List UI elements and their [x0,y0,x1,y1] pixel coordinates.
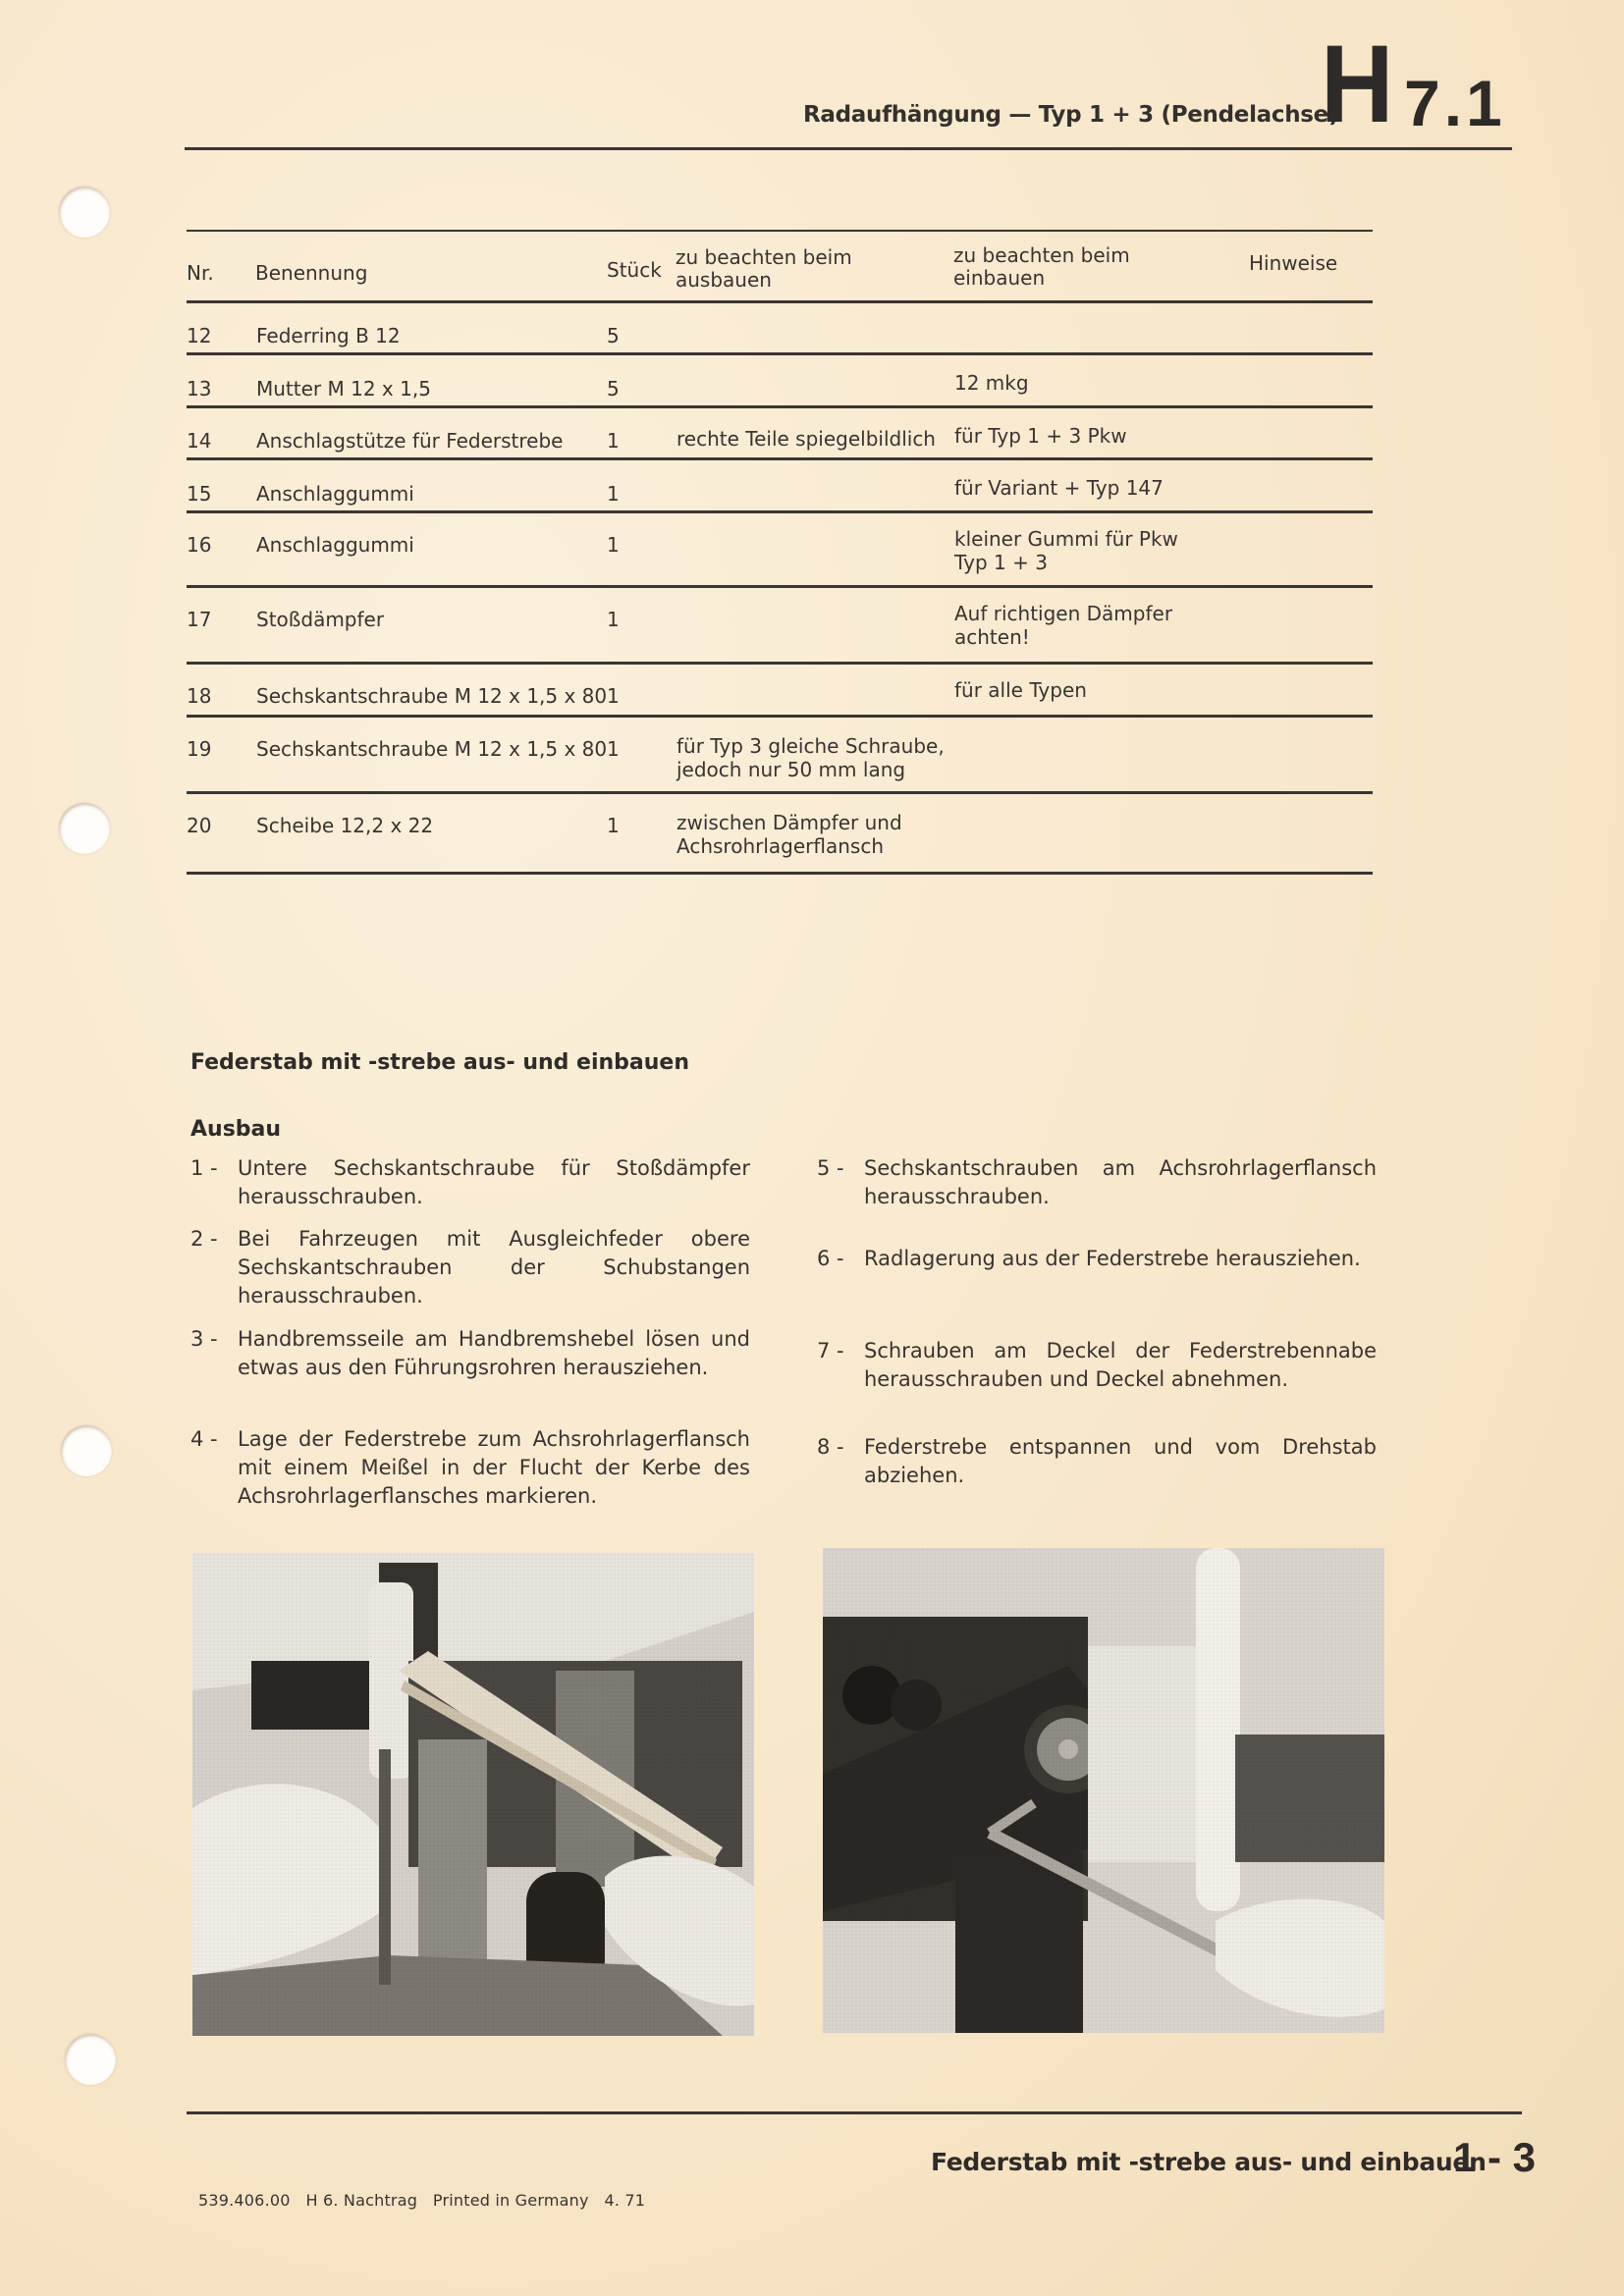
cell-einbauen: für alle Typen [954,678,1087,702]
cell-stueck: 1 [607,533,620,557]
col-header-stueck: Stück [607,258,662,282]
step-text: Handbremsseile am Handbremshebel lösen und etwas aus den Führungsrohren herausziehen. [238,1327,750,1379]
col-header-benennung: Benennung [255,261,368,285]
step-number: 3 - [190,1327,218,1351]
step-text: Radlagerung aus der Federstrebe herausziehen. [864,1247,1361,1270]
cell-benennung: Scheibe 12,2 x 22 [256,814,434,837]
header-rule [185,147,1512,150]
cell-nr: 15 [187,482,212,506]
photo-illustration [192,1553,754,2036]
cell-benennung: Sechskantschraube M 12 x 1,5 x 80 [256,737,608,761]
step-number: 5 - [817,1156,844,1180]
photo-marking-strut-with-chisel [192,1553,754,2036]
cell-benennung: Sechskantschraube M 12 x 1,5 x 80 [256,684,608,708]
cell-stueck: 1 [607,684,620,708]
cell-stueck: 1 [607,608,620,631]
step-number: 6 - [817,1247,844,1270]
table-row-rule [187,352,1373,355]
cell-benennung: Federring B 12 [256,324,401,347]
cell-ausbauen-line2: jedoch nur 50 mm lang [677,758,906,781]
procedure-step [190,1225,750,1310]
table-row-rule [187,662,1373,665]
procedure-step [817,1245,1377,1273]
page-number: 1 - 3 [1453,2134,1537,2180]
cell-stueck: 1 [607,429,620,453]
procedure-title: Federstab mit -strebe aus- und einbauen [190,1050,690,1075]
punch-hole [59,187,110,238]
cell-stueck: 1 [607,482,620,506]
cell-benennung: Anschlaggummi [256,482,414,506]
cell-stueck: 1 [607,814,620,837]
cell-benennung: Anschlagstütze für Federstrebe [256,429,564,453]
cell-einbauen-line2: Typ 1 + 3 [954,551,1048,574]
table-row-rule [187,510,1373,513]
table-top-rule [187,230,1373,232]
procedure-step [817,1154,1377,1211]
cell-einbauen: für Typ 1 + 3 Pkw [954,424,1127,448]
cell-nr: 12 [187,324,212,347]
table-header-rule [187,300,1373,303]
photo-illustration [823,1548,1384,2033]
step-text: Sechskantschrauben am Achsrohrlagerflansch herausschrauben. [864,1156,1377,1208]
cell-einbauen: 12 mkg [954,371,1029,395]
cell-ausbauen: für Typ 3 gleiche Schraube, [677,734,945,758]
cell-einbauen: für Variant + Typ 147 [954,476,1164,500]
col-header-einbauen-2: einbauen [953,266,1046,290]
step-text: Lage der Federstrebe zum Achsrohrlagerflansch mit einem Meißel in der Flucht der Kerbe des Achsrohrlagerflansches markieren. [238,1427,750,1508]
procedure-subtitle: Ausbau [190,1117,282,1142]
col-header-ausbauen-1: zu beachten beim [676,245,852,269]
cell-einbauen: Auf richtigen Dämpfer [954,602,1173,625]
cell-einbauen-line2: achten! [954,625,1030,649]
table-row-rule [187,715,1373,718]
cell-benennung: Anschlaggummi [256,533,414,557]
col-header-ausbauen-2: ausbauen [676,268,772,292]
section-code-letter: H [1321,23,1394,145]
cell-nr: 19 [187,737,212,761]
step-number: 8 - [817,1435,844,1459]
procedure-step [190,1154,750,1211]
cell-ausbauen-line2: Achsrohrlagerflansch [677,834,884,858]
cell-einbauen: kleiner Gummi für Pkw [954,527,1178,551]
step-number: 7 - [817,1339,844,1362]
col-header-hinweise: Hinweise [1249,251,1338,275]
step-text: Schrauben am Deckel der Federstrebennabe herausschrauben und Deckel abnehmen. [864,1339,1377,1391]
photo-removing-hub-cover-bolts [823,1548,1384,2033]
punch-hole [61,1425,112,1476]
procedure-step [190,1325,750,1382]
step-text: Bei Fahrzeugen mit Ausgleichfeder obere Sechskantschrauben der Schubstangen herausschrauben. [238,1227,750,1308]
step-number: 4 - [190,1427,218,1451]
col-header-nr: Nr. [187,261,214,285]
cell-nr: 16 [187,533,212,557]
cell-ausbauen: rechte Teile spiegelbildlich [677,427,936,451]
punch-hole [65,2034,116,2085]
footer-meta: 539.406.00 H 6. Nachtrag Printed in Germany 4. 71 [198,2191,646,2210]
step-text: Federstrebe entspannen und vom Drehstab abziehen. [864,1435,1377,1487]
cell-nr: 17 [187,608,212,631]
table-row-rule [187,405,1373,408]
procedure-step [817,1433,1377,1490]
cell-stueck: 5 [607,324,620,347]
procedure-step [817,1337,1377,1394]
cell-benennung: Mutter M 12 x 1,5 [256,377,431,400]
footer-title: Federstab mit -strebe aus- und einbauen [931,2148,1487,2176]
table-row-rule [187,585,1373,588]
cell-stueck: 5 [607,377,620,400]
cell-stueck: 1 [607,737,620,761]
table-row-rule [187,791,1373,794]
punch-hole [59,803,110,854]
cell-nr: 13 [187,377,212,400]
cell-nr: 18 [187,684,212,708]
procedure-step [190,1425,750,1511]
cell-nr: 14 [187,429,212,453]
step-number: 2 - [190,1227,218,1251]
footer-rule [187,2111,1522,2114]
cell-nr: 20 [187,814,212,837]
cell-benennung: Stoßdämpfer [256,608,385,631]
section-code-number: 7.1 [1404,67,1506,139]
header-title: Radaufhängung — Typ 1 + 3 (Pendelachse) [803,102,1339,128]
col-header-einbauen-1: zu beachten beim [953,243,1130,267]
table-row-rule [187,872,1373,875]
step-text: Untere Sechskantschraube für Stoßdämpfer herausschrauben. [238,1156,750,1208]
step-number: 1 - [190,1156,218,1180]
table-row-rule [187,457,1373,460]
cell-ausbauen: zwischen Dämpfer und [677,811,902,834]
